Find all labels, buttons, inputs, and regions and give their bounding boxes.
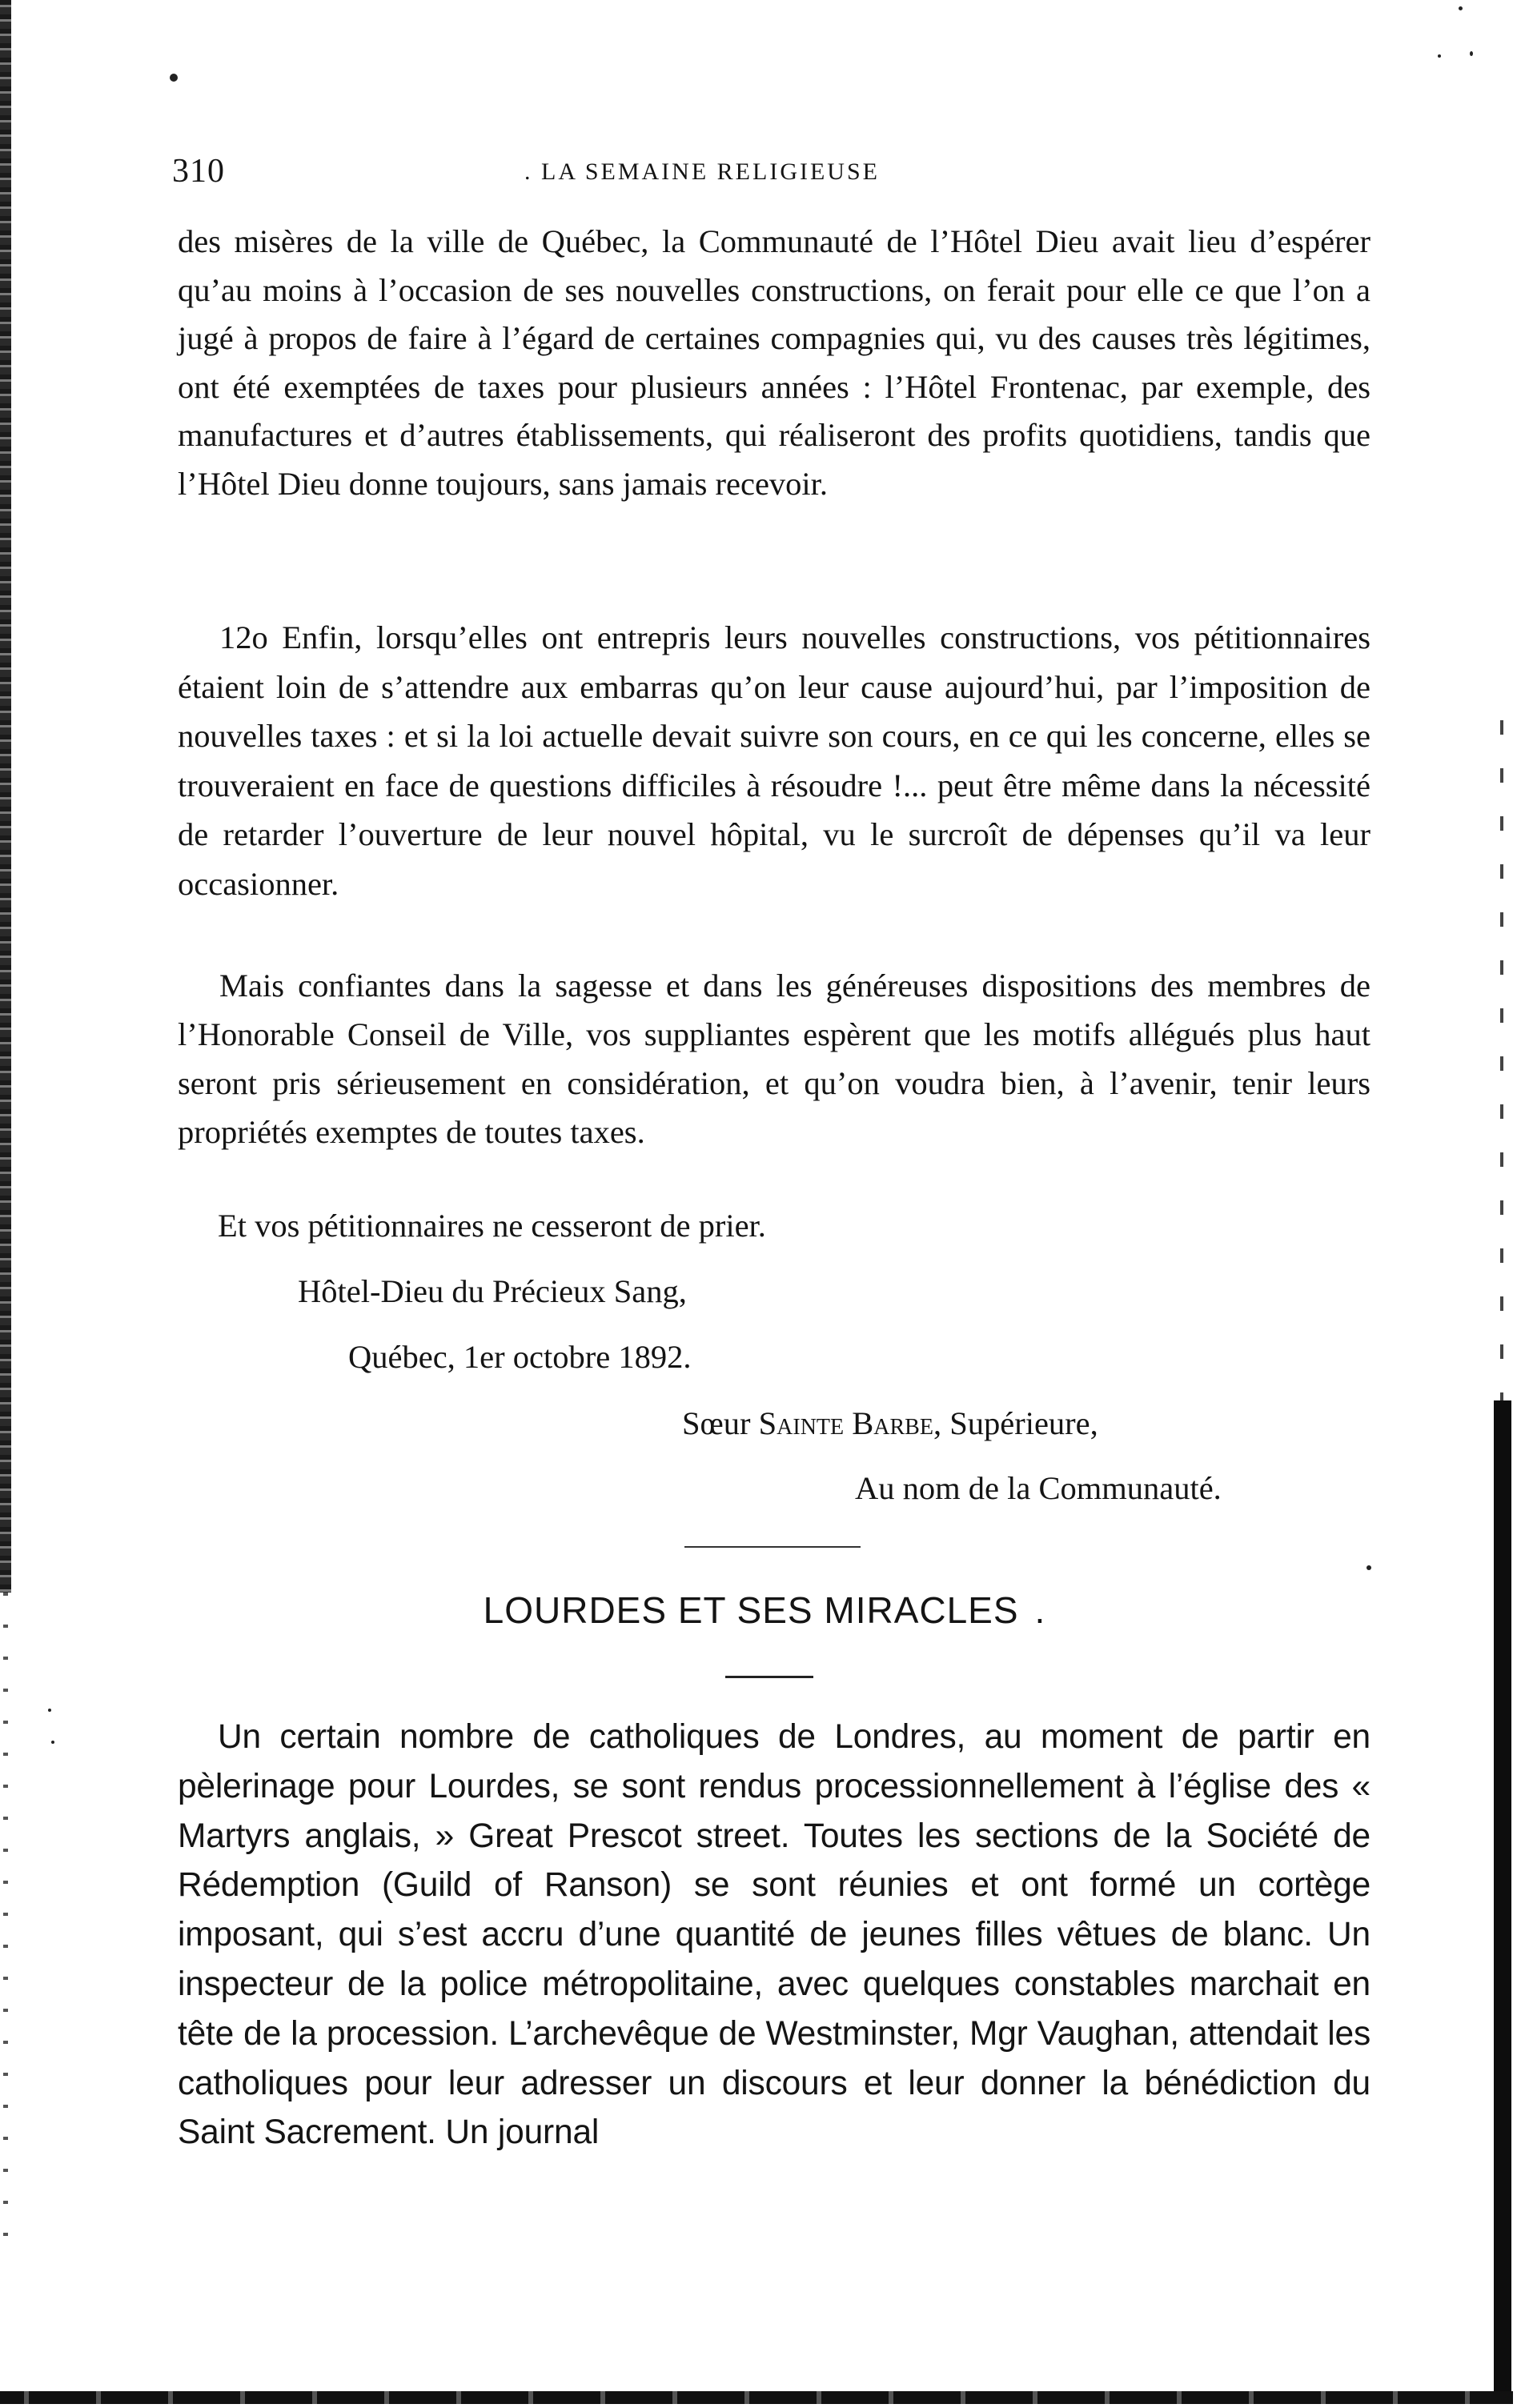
title-rule (725, 1676, 813, 1678)
scan-speck (1438, 54, 1441, 58)
scan-speck (48, 1709, 51, 1712)
running-head-title: . LA SEMAINE RELIGIEUSE (524, 158, 880, 185)
closing-institution: Hôtel-Dieu du Précieux Sang, (298, 1273, 687, 1309)
scan-left-edge (0, 0, 11, 1593)
running-head (172, 152, 1373, 192)
signature-name: Sainte Barbe (758, 1405, 933, 1441)
closing-on-behalf: Au nom de la Communauté. (855, 1470, 1222, 1506)
paragraph-point-12: 12o Enfin, lorsqu’elles ont entrepris leurs nouvelles constructions, vos pétitionnaires étaient loin de s’attendre aux embarras qu’on leur cause aujourd’hui, par l’imposition de nouvelles taxes : et si la loi actuelle devait suivre son cours, en ce qui les concerne, elles se trouveraient en face de questions difficiles à résoudre !... peut être même dans la nécessité de retarder l’ouverture de leur nouvel hôpital, vu le surcroît de dépenses qu’il va leur occasionner. (178, 619, 1370, 902)
article-title (0, 1589, 1529, 1632)
closing-prayer: Et vos pétitionnaires ne cesseront de prier. (218, 1208, 766, 1244)
scan-right-edge-thin (1500, 720, 1503, 1400)
paragraph-conclusion: Mais confiantes dans la sagesse et dans les généreuses dispositions des membres de l’Honorable Conseil de Ville, vos suppliantes espèrent que les motifs allégués plus haut seront pris sérieusement en considération, et qu’on voudra bien, à l’avenir, tenir leurs propriétés exemptes de toutes taxes. (178, 968, 1370, 1150)
scan-speck (170, 74, 178, 82)
scan-bottom-edge (0, 2391, 1513, 2404)
signature-suffix: , Supérieure, (933, 1405, 1098, 1441)
scan-speck (1470, 51, 1473, 56)
scan-speck (1366, 1565, 1371, 1570)
scan-right-edge (1494, 1400, 1511, 2401)
scan-speck (1459, 6, 1463, 10)
signature-prefix: Sœur (682, 1405, 759, 1441)
paragraph-article-body: Un certain nombre de catholiques de Londres, au moment de partir en pèlerinage pour Lourdes, se sont rendus processionnellement à l’église des « Martyrs anglais, » Great Prescot street. Toutes les sections de la Société de Rédemption (Guild of Ranson) se sont réunies et ont formé un cortège imposant, qui s’est accru d’une quantité de jeunes filles vêtues de blanc. Un inspecteur de la police métropolitaine, avec quelques constables marchait en tête de la procession. L’archevêque de Westminster, Mgr Vaughan, attendait les catholiques pour leur adresser un discours et leur donner la bénédiction du Saint Sacrement. Un journal (178, 1718, 1370, 2152)
page-number: 310 (172, 153, 225, 190)
closing-place-date: Québec, 1er octobre 1892. (348, 1339, 692, 1375)
closing-signature (682, 1404, 1098, 1442)
article-title-text: LOURDES ET SES MIRACLES (483, 1589, 1019, 1631)
paragraph-petition-continued: des misères de la ville de Québec, la Communauté de l’Hôtel Dieu avait lieu d’espérer qu’au moins à l’occasion de ses nouvelles constructions, on ferait pour elle ce que l’on a jugé à propos de faire à l’égard de certaines compagnies qui, vu des causes très légitimes, ont été exemptées de taxes pour plusieurs années : l’Hôtel Frontenac, par exemple, des manufactures et d’autres établissements, qui réaliseront des profits quotidiens, tandis que l’Hôtel Dieu donne toujours, sans jamais recevoir. (178, 223, 1370, 502)
section-separator (684, 1546, 861, 1548)
article-title-mark: . (1034, 1589, 1046, 1631)
scan-left-edge-dots (3, 1593, 8, 2249)
scan-speck (51, 1741, 54, 1744)
